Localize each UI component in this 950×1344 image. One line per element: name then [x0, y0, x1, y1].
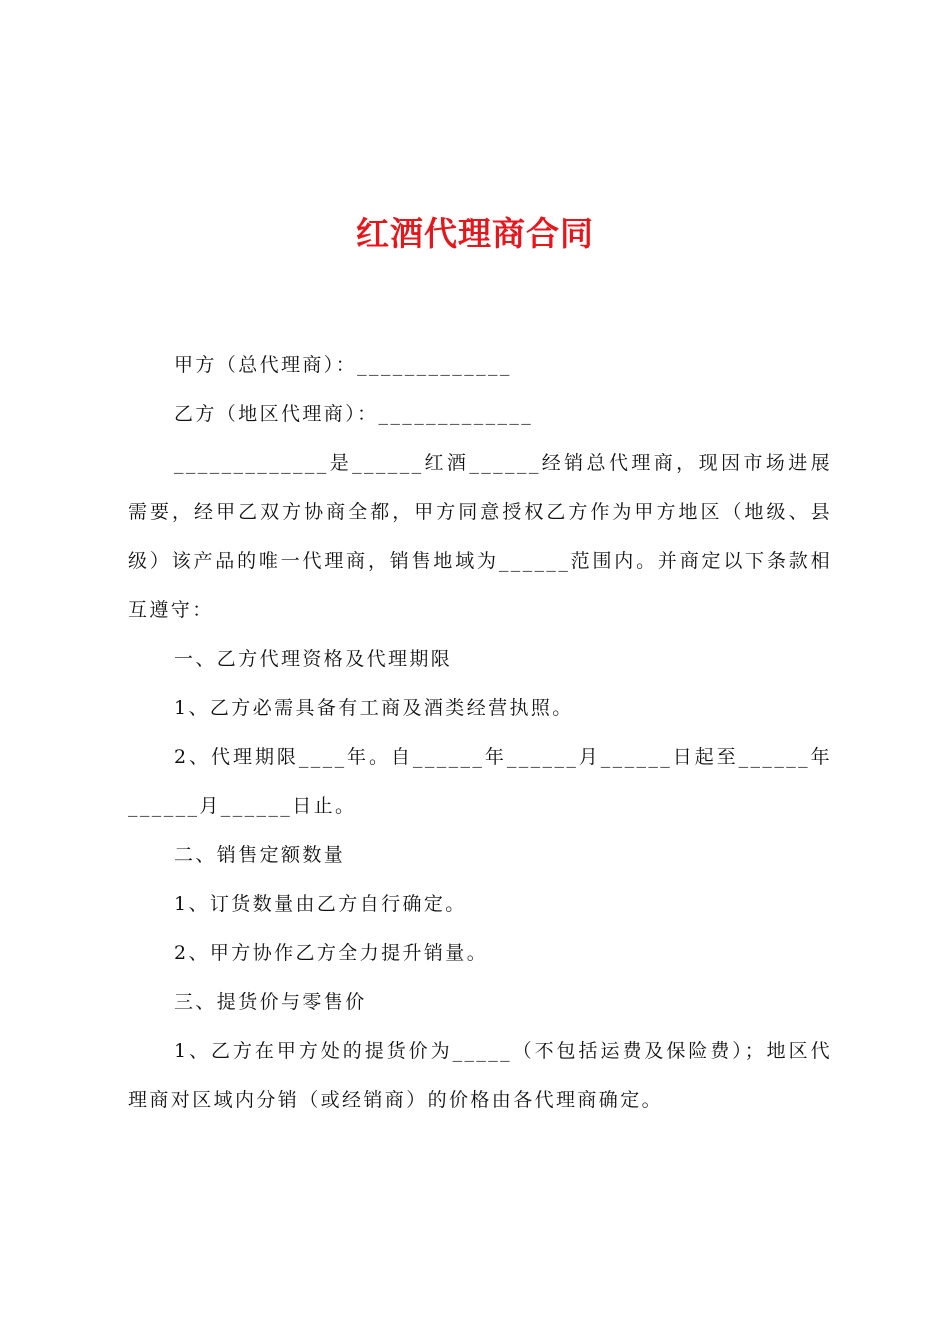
document-title: 红酒代理商合同 — [356, 214, 594, 253]
clause-paragraph: 2、甲方协作乙方全力提升销量。 — [174, 942, 489, 964]
party-b-line: 乙方（地区代理商）：_____________ — [174, 403, 534, 425]
section-heading: 二、销售定额数量 — [174, 844, 346, 866]
clause-paragraph: 1、乙方在甲方处的提货价为_____（不包括运费及保险费）；地区代理商对区域内分销（或经销商）的价格由各代理商确定。 — [128, 1040, 832, 1111]
clause-paragraph: 1、乙方必需具备有工商及酒类经营执照。 — [174, 697, 574, 719]
document-body — [128, 341, 832, 1125]
section-heading: 三、提货价与零售价 — [174, 991, 367, 1013]
clause-paragraph: 2、代理期限____年。自______年______月______日起至______年______月______日止。 — [128, 746, 832, 817]
clause-paragraph: 1、订货数量由乙方自行确定。 — [174, 893, 467, 915]
party-a-line: 甲方（总代理商）：_____________ — [174, 354, 512, 376]
preamble-paragraph: _____________是______红酒______经销总代理商，现因市场进展需要，经甲乙双方协商全都，甲方同意授权乙方作为甲方地区（地级、县级）该产品的唯一代理商，销售地域为______范围内。并商定以下条款相互遵守： — [128, 452, 832, 621]
section-heading: 一、乙方代理资格及代理期限 — [174, 648, 453, 670]
